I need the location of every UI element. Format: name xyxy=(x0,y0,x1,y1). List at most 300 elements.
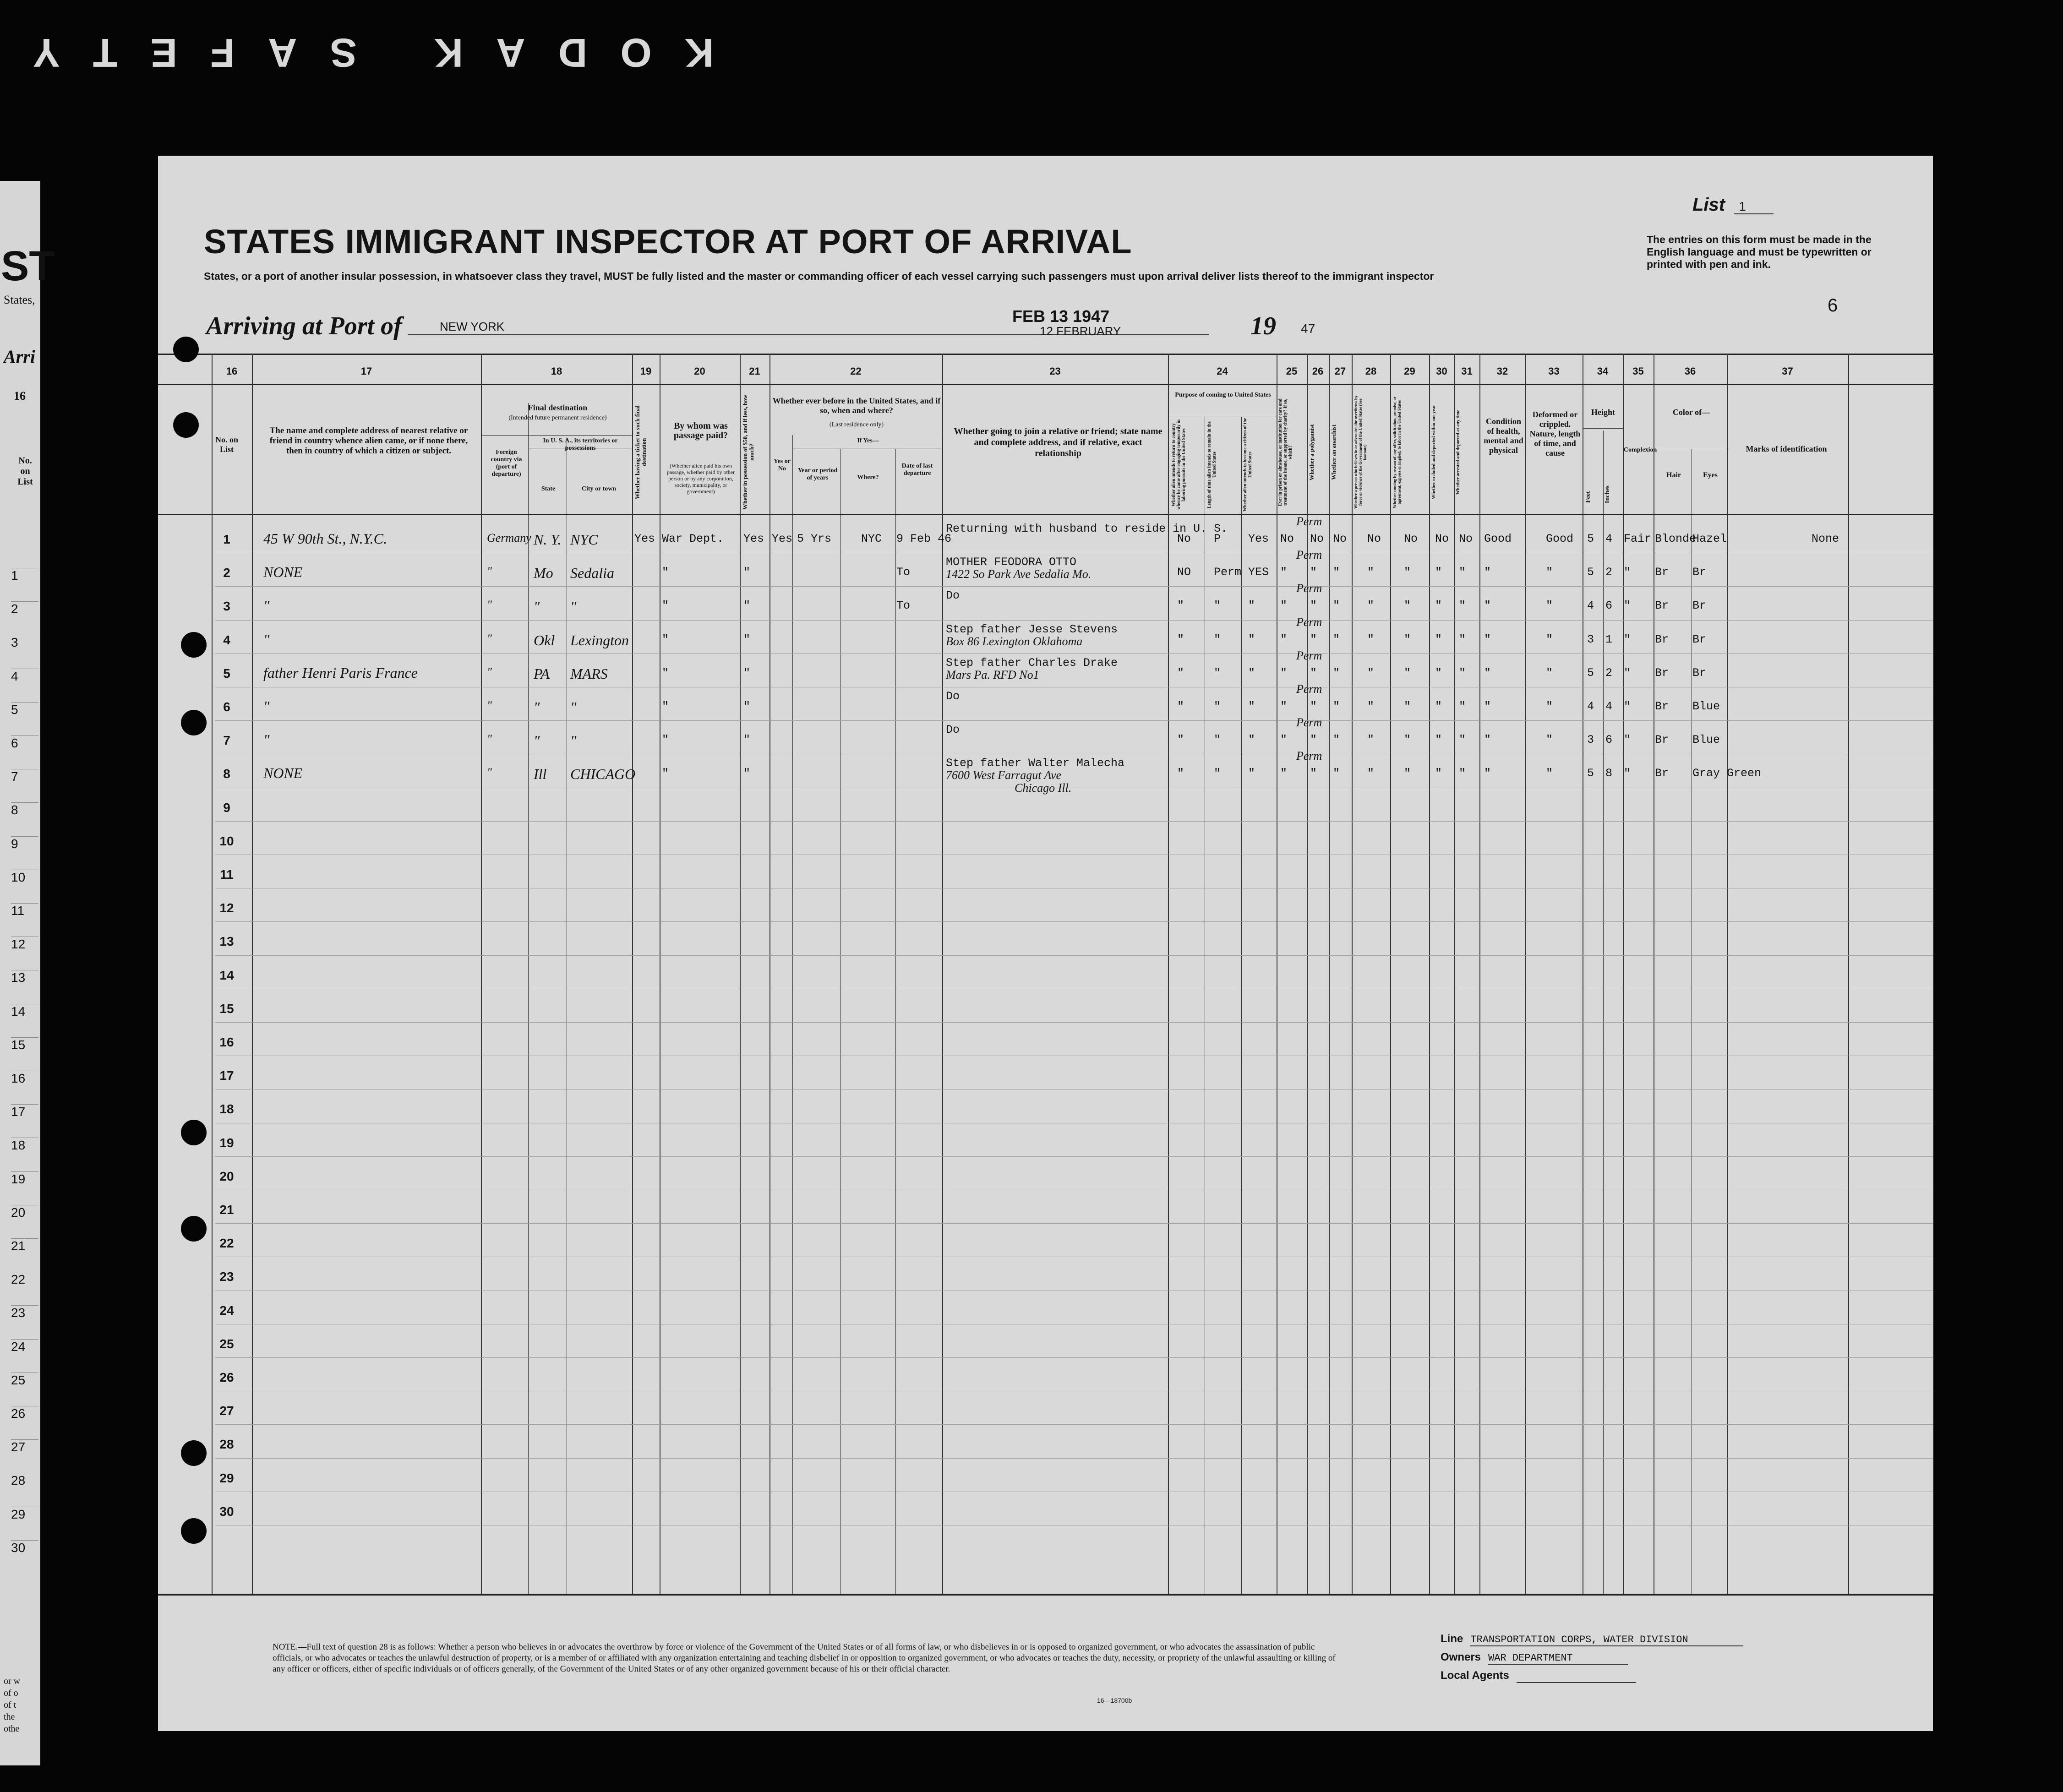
row-4-length: " xyxy=(1214,632,1221,646)
col36-eyes: Eyes xyxy=(1703,471,1718,479)
passenger-manifest-sheet xyxy=(158,156,1933,1731)
strip-row-number: 29 xyxy=(11,1507,38,1522)
row-2-c29: " xyxy=(1404,566,1411,579)
row-5-join2: Mars Pa. RFD No1 xyxy=(946,668,1039,681)
column-number: 30 xyxy=(1436,365,1447,377)
row-5-return: " xyxy=(1177,666,1184,680)
column-number: 36 xyxy=(1684,365,1696,377)
row-4-c31: " xyxy=(1459,632,1466,646)
row-2-perm: Perm xyxy=(1296,548,1322,562)
row-1-prison: No xyxy=(1280,532,1294,545)
row-1-money: Yes xyxy=(743,532,764,545)
row-8-n: 8 xyxy=(223,767,230,781)
row-1-anarch: No xyxy=(1333,532,1347,545)
row-1-c31: No xyxy=(1459,532,1473,545)
row-5-perm: Perm xyxy=(1296,648,1322,662)
punch-hole xyxy=(181,1120,207,1145)
strip-row-number: 5 xyxy=(11,702,38,717)
row-5-length: " xyxy=(1214,666,1221,680)
row-3-city: " xyxy=(570,598,577,615)
strip-row-number: 3 xyxy=(11,635,38,650)
column-number: 18 xyxy=(551,365,562,377)
list-label-text: List xyxy=(1692,195,1725,215)
row-number: 28 xyxy=(219,1437,234,1452)
row-5-c28: " xyxy=(1367,666,1375,680)
row-4-money: " xyxy=(743,632,751,646)
column-number: 19 xyxy=(640,365,652,377)
agents-label: Local Agents xyxy=(1441,1669,1509,1682)
port-of-arrival-line xyxy=(206,307,1443,340)
strip-col-number: 16 xyxy=(14,389,26,403)
row-4-return: " xyxy=(1177,632,1184,646)
row-3-hair: Br xyxy=(1655,599,1669,613)
strip-col-header: No. on List xyxy=(17,456,33,487)
row-7-paid: " xyxy=(662,733,669,747)
row-rule xyxy=(215,586,1933,587)
row-5-c29: " xyxy=(1404,666,1411,680)
row-6-prison: " xyxy=(1280,700,1288,713)
row-6-relative: " xyxy=(263,698,270,714)
row-1-years: 5 Yrs xyxy=(797,532,832,545)
row-6-state: " xyxy=(534,699,540,715)
row-number: 27 xyxy=(219,1404,234,1418)
row-8-return: " xyxy=(1177,767,1184,780)
row-5-join: Step father Charles Drake xyxy=(946,656,1118,670)
strip-footnote-line: the xyxy=(4,1712,15,1722)
row-3-health: " xyxy=(1484,599,1491,613)
row-8-anarch: " xyxy=(1333,767,1340,780)
strip-row-number: 7 xyxy=(11,769,38,784)
row-6-paid: " xyxy=(662,700,669,713)
row-1-paid: War Dept. xyxy=(662,532,724,545)
row-8-hair: Br xyxy=(1655,767,1669,780)
col22-where: Where? xyxy=(857,474,879,481)
row-5-feet: 5 xyxy=(1587,666,1594,680)
strip-row-number: 11 xyxy=(11,903,38,918)
column-number: 34 xyxy=(1597,365,1609,377)
row-3-c30: " xyxy=(1435,599,1442,613)
row-7-join: Do xyxy=(946,723,960,737)
row-3-anarch: " xyxy=(1333,599,1340,613)
row-6-citizen: " xyxy=(1248,700,1255,713)
col18-city: City or town xyxy=(581,485,617,492)
row-number: 16 xyxy=(219,1035,234,1049)
row-8-complexion: " xyxy=(1624,767,1631,780)
row-number: 23 xyxy=(219,1269,234,1284)
col22-yesno: Yes or No xyxy=(774,458,791,472)
row-4-prison: " xyxy=(1280,632,1288,646)
row-7-length: " xyxy=(1214,733,1221,747)
form-number: 16—18700b xyxy=(1097,1697,1132,1704)
row-rule xyxy=(215,1223,1933,1224)
row-3-return: " xyxy=(1177,599,1184,613)
strip-row-number: 16 xyxy=(11,1071,38,1086)
row-4-health: " xyxy=(1484,632,1491,646)
row-number: 19 xyxy=(219,1135,234,1150)
col22-subheader: (Last residence only) xyxy=(829,421,884,428)
row-number: 29 xyxy=(219,1471,234,1485)
column-number: 25 xyxy=(1286,365,1298,377)
row-6-join: Do xyxy=(946,690,960,703)
col36-hair: Hair xyxy=(1666,471,1681,479)
column-number: 32 xyxy=(1496,365,1508,377)
row-3-departure: To xyxy=(896,599,911,613)
row-3-citizen: " xyxy=(1248,599,1255,613)
strip-row-number: 10 xyxy=(11,870,38,885)
row-1-citizen: Yes xyxy=(1248,532,1269,545)
col20-header: By whom was passage paid? xyxy=(673,421,728,441)
row-1-length: P xyxy=(1214,532,1221,545)
row-3-c29: " xyxy=(1404,599,1411,613)
row-number: 9 xyxy=(223,800,230,815)
row-1-hair: Blonde xyxy=(1655,532,1697,545)
agents-field xyxy=(1441,1669,1636,1682)
strip-footnote-line: or w xyxy=(4,1676,21,1686)
col22-date: Date of last departure xyxy=(901,463,933,477)
row-6-anarch: " xyxy=(1333,700,1340,713)
row-1-c28: No xyxy=(1367,532,1381,545)
row-number: 15 xyxy=(219,1001,234,1016)
table-column-rule xyxy=(632,354,633,1594)
punch-hole xyxy=(173,337,199,362)
strip-row-number: 26 xyxy=(11,1406,38,1421)
row-1-feet: 5 xyxy=(1587,532,1594,545)
row-7-citizen: " xyxy=(1248,733,1255,747)
row-8-city: CHICAGO xyxy=(570,766,636,783)
row-4-via: " xyxy=(487,632,492,645)
row-8-deformed: " xyxy=(1546,767,1553,780)
row-6-c31: " xyxy=(1459,700,1466,713)
row-7-eyes: Blue xyxy=(1692,733,1720,747)
row-8-state: Ill xyxy=(534,766,547,783)
row-7-c28: " xyxy=(1367,733,1375,747)
row-7-via: " xyxy=(487,732,492,746)
row-2-departure: To xyxy=(896,566,911,579)
col23-header: Whether going to join a relative or friend; state name and complete address, and if relative, exact relationship xyxy=(954,426,1162,458)
row-2-c28: " xyxy=(1367,566,1375,579)
row-2-c30: " xyxy=(1435,566,1442,579)
table-column-rule xyxy=(1848,354,1849,1594)
row-7-deformed: " xyxy=(1546,733,1553,747)
column-number: 22 xyxy=(850,365,862,377)
row-7-c31: " xyxy=(1459,733,1466,747)
port-value: NEW YORK xyxy=(440,320,505,333)
row-7-return: " xyxy=(1177,733,1184,747)
row-4-join: Step father Jesse Stevens xyxy=(946,622,1118,636)
strip-row-number: 28 xyxy=(11,1473,38,1488)
row-8-perm: Perm xyxy=(1296,749,1322,763)
row-6-inches: 4 xyxy=(1605,700,1613,713)
row-8-eyes: Gray Green xyxy=(1692,767,1762,780)
row-4-state: Okl xyxy=(534,632,555,648)
row-number: 10 xyxy=(219,833,234,848)
row-8-c31: " xyxy=(1459,767,1466,780)
row-8-polyg: " xyxy=(1310,767,1317,780)
row-4-polyg: " xyxy=(1310,632,1317,646)
table-subcolumn-rule xyxy=(1241,417,1242,1594)
row-5-city: MARS xyxy=(570,665,608,682)
line-field xyxy=(1441,1633,1743,1645)
table-column-rule xyxy=(1479,354,1480,1594)
row-7-feet: 3 xyxy=(1587,733,1594,747)
row-2-return: NO xyxy=(1177,566,1191,579)
row-rule xyxy=(215,720,1933,721)
row-7-relative: " xyxy=(263,731,270,748)
row-1-marks: None xyxy=(1812,532,1839,545)
row-2-c31: " xyxy=(1459,566,1466,579)
row-1-c30: No xyxy=(1435,532,1449,545)
col27-header: Whether an anarchist xyxy=(1330,425,1337,480)
date-typed: 12 FEBRUARY xyxy=(1040,324,1121,338)
punch-hole xyxy=(173,412,199,438)
row-3-polyg: " xyxy=(1310,599,1317,613)
row-2-inches: 2 xyxy=(1605,566,1613,579)
list-number: 1 xyxy=(1734,199,1774,214)
row-rule xyxy=(215,1458,1933,1459)
col24-header: Purpose of coming to United States xyxy=(1175,392,1271,398)
column-number: 37 xyxy=(1782,365,1793,377)
row-6-perm: Perm xyxy=(1296,682,1322,696)
row-1-return: No xyxy=(1177,532,1191,545)
row-3-inches: 6 xyxy=(1605,599,1613,613)
line-label: Line xyxy=(1441,1633,1463,1645)
col18-header: Final destination xyxy=(528,403,588,412)
row-7-c30: " xyxy=(1435,733,1442,747)
column-number: 29 xyxy=(1404,365,1415,377)
row-4-c28: " xyxy=(1367,632,1375,646)
row-number: 26 xyxy=(219,1370,234,1384)
page-number: 6 xyxy=(1828,295,1838,316)
row-1-complexion: Fair xyxy=(1624,532,1652,545)
row-1-ticket: Yes xyxy=(634,532,655,545)
strip-footnote-line: of t xyxy=(4,1700,16,1710)
column-number: 16 xyxy=(226,365,238,377)
row-2-money: " xyxy=(743,566,751,579)
form-title: STATES IMMIGRANT INSPECTOR AT PORT OF ARRIVAL xyxy=(204,223,1132,261)
row-8-relative: NONE xyxy=(263,765,303,782)
row-2-via: " xyxy=(487,565,492,578)
list-label xyxy=(1692,195,1774,215)
row-number: 13 xyxy=(219,934,234,949)
strip-footnote-line: othe xyxy=(4,1724,20,1734)
row-rule xyxy=(215,821,1933,822)
row-2-complexion: " xyxy=(1624,566,1631,579)
table-subcolumn-rule xyxy=(895,449,896,1594)
adjacent-page-strip xyxy=(0,181,55,1765)
strip-row-number: 25 xyxy=(11,1373,38,1388)
row-5-complexion: " xyxy=(1624,666,1631,680)
strip-row-number: 2 xyxy=(11,601,38,616)
row-4-anarch: " xyxy=(1333,632,1340,646)
row-4-hair: Br xyxy=(1655,632,1669,646)
row-3-c31: " xyxy=(1459,599,1466,613)
row-3-eyes: Br xyxy=(1692,599,1707,613)
column-number: 27 xyxy=(1334,365,1346,377)
row-number: 21 xyxy=(219,1203,234,1217)
table-subcolumn-rule xyxy=(840,449,841,1594)
strip-row-number: 21 xyxy=(11,1238,38,1253)
strip-row-number: 15 xyxy=(11,1037,38,1052)
row-7-state: " xyxy=(534,732,540,749)
row-1-state: N. Y. xyxy=(534,531,562,548)
row-8-paid: " xyxy=(662,767,669,780)
row-4-c29: " xyxy=(1404,632,1411,646)
punch-hole xyxy=(181,632,207,658)
col17-header: The name and complete address of nearest relative or friend in country whence alien came, or if none there, then in country of which a citizen or subject. xyxy=(269,426,468,456)
strip-logo: ST xyxy=(1,243,55,289)
table-column-rule xyxy=(1352,354,1353,1594)
col22-years: Year or period of years xyxy=(797,467,838,481)
row-8-citizen: " xyxy=(1248,767,1255,780)
row-5-eyes: Br xyxy=(1692,666,1707,680)
row-4-complexion: " xyxy=(1624,632,1631,646)
col18-state: State xyxy=(541,485,556,492)
row-5-citizen: " xyxy=(1248,666,1255,680)
row-number: 17 xyxy=(219,1068,234,1083)
column-number: 17 xyxy=(360,365,372,377)
column-number: 31 xyxy=(1461,365,1473,377)
col18-foreign: Foreign country via (port of departure) xyxy=(491,449,522,478)
row-8-c28: " xyxy=(1367,767,1375,780)
col21-header: Whether in possession of $50, and if less, how much? xyxy=(742,394,755,510)
row-4-relative: " xyxy=(263,631,270,648)
column-number: 35 xyxy=(1632,365,1644,377)
row-rule xyxy=(215,1424,1933,1425)
row-2-state: Mo xyxy=(534,565,553,582)
strip-row-number: 12 xyxy=(11,937,38,952)
row-3-money: " xyxy=(743,599,751,613)
table-column-rule xyxy=(1429,354,1430,1594)
row-6-eyes: Blue xyxy=(1692,700,1720,713)
row-2-join: MOTHER FEODORA OTTO xyxy=(946,556,1077,569)
row-4-eyes: Br xyxy=(1692,632,1707,646)
col36-header: Color of— xyxy=(1672,408,1710,417)
row-5-deformed: " xyxy=(1546,666,1553,680)
strip-row-number: 19 xyxy=(11,1171,38,1187)
year-prefix: 19 xyxy=(1250,312,1276,340)
col26-header: Whether a polygamist xyxy=(1308,424,1315,480)
row-6-hair: Br xyxy=(1655,700,1669,713)
row-1-city: NYC xyxy=(570,531,598,548)
column-number: 21 xyxy=(749,365,760,377)
row-number: 14 xyxy=(219,968,234,982)
row-3-perm: Perm xyxy=(1296,582,1322,595)
row-number: 30 xyxy=(219,1504,234,1519)
row-4-feet: 3 xyxy=(1587,632,1594,646)
row-2-health: " xyxy=(1484,566,1491,579)
row-5-anarch: " xyxy=(1333,666,1340,680)
row-number: 12 xyxy=(219,901,234,915)
row-number: 24 xyxy=(219,1303,234,1318)
row-2-prison: " xyxy=(1280,566,1288,579)
row-1-polyg: No xyxy=(1310,532,1324,545)
row-8-feet: 5 xyxy=(1587,767,1594,780)
row-1-c29: No xyxy=(1404,532,1418,545)
date-stamp: FEB 13 1947 xyxy=(1012,307,1110,326)
row-1-join: Returning with husband to reside in U. S. xyxy=(946,522,1228,535)
row-1-n: 1 xyxy=(223,532,230,546)
row-7-complexion: " xyxy=(1624,733,1631,747)
row-2-relative: NONE xyxy=(263,564,303,581)
row-3-length: " xyxy=(1214,599,1221,613)
strip-row-number: 20 xyxy=(11,1205,38,1220)
row-1-where: NYC xyxy=(861,532,882,545)
col34-feet: Feet xyxy=(1585,491,1592,503)
row-2-feet: 5 xyxy=(1587,566,1594,579)
row-1-before: Yes xyxy=(772,532,793,545)
col34-inches: Inches xyxy=(1604,485,1611,504)
table-column-rule xyxy=(1390,354,1391,1594)
column-number: 26 xyxy=(1312,365,1324,377)
form-subtitle: States, or a port of another insular possession, in whatsoever class they travel, MUST be fully listed and the master or commanding officer of each vessel carrying such passengers must upon arrival deliver lists thereof to the immigrant inspector xyxy=(204,270,1434,282)
punch-hole xyxy=(181,1440,207,1466)
row-2-citizen: YES xyxy=(1248,566,1269,579)
header-subrule xyxy=(481,435,632,436)
col24c-header: Whether alien intends to become a citizen of the United States xyxy=(1243,418,1253,512)
row-5-prison: " xyxy=(1280,666,1288,680)
row-7-polyg: " xyxy=(1310,733,1317,747)
row-6-feet: 4 xyxy=(1587,700,1594,713)
col28-header: Whether a person who believes in or advocates the overthrow by force or violence of the Government of the United States (See footnote) xyxy=(1354,395,1367,509)
owners-value: WAR DEPARTMENT xyxy=(1488,1652,1628,1665)
row-3-complexion: " xyxy=(1624,599,1631,613)
column-number: 20 xyxy=(694,365,705,377)
strip-row-number: 22 xyxy=(11,1272,38,1287)
row-2-polyg: " xyxy=(1310,566,1317,579)
row-7-inches: 6 xyxy=(1605,733,1613,747)
row-number: 18 xyxy=(219,1102,234,1117)
row-8-join2: 7600 West Farragut Ave xyxy=(946,768,1062,782)
row-3-join: Do xyxy=(946,589,960,603)
punch-hole xyxy=(181,1216,207,1242)
col24b-header: Length of time alien intends to remain in the United States xyxy=(1207,421,1217,508)
row-5-health: " xyxy=(1484,666,1491,680)
row-rule xyxy=(215,620,1933,621)
row-4-inches: 1 xyxy=(1605,632,1613,646)
strip-row-number: 17 xyxy=(11,1104,38,1119)
strip-row-number: 24 xyxy=(11,1339,38,1354)
strip-row-number: 30 xyxy=(11,1540,38,1555)
year-suffix: 47 xyxy=(1301,321,1315,336)
film-edge-text: KODAK SAFETY xyxy=(0,30,714,76)
row-5-inches: 2 xyxy=(1605,666,1613,680)
row-7-prison: " xyxy=(1280,733,1288,747)
row-6-return: " xyxy=(1177,700,1184,713)
row-1-departure: 9 Feb 46 xyxy=(896,532,952,545)
row-1-eyes: Hazel xyxy=(1692,532,1727,545)
punch-hole xyxy=(181,1518,207,1544)
strip-row-number: 6 xyxy=(11,735,38,751)
row-6-complexion: " xyxy=(1624,700,1631,713)
table-column-rule xyxy=(1307,354,1308,1594)
strip-text-1: States, xyxy=(4,293,35,306)
row-4-c30: " xyxy=(1435,632,1442,646)
row-1-relative: 45 W 90th St., N.Y.C. xyxy=(263,530,387,547)
col30-header: Whether excluded and deported within one year xyxy=(1431,405,1436,500)
row-1-perm: Perm xyxy=(1296,515,1322,528)
row-3-deformed: " xyxy=(1546,599,1553,613)
table-subcolumn-rule xyxy=(1603,430,1604,1594)
column-number: 28 xyxy=(1365,365,1377,377)
row-rule xyxy=(215,955,1933,956)
row-8-c29: " xyxy=(1404,767,1411,780)
row-rule xyxy=(215,1156,1933,1157)
row-4-city: Lexington xyxy=(570,632,629,648)
row-7-money: " xyxy=(743,733,751,747)
row-6-health: " xyxy=(1484,700,1491,713)
line-value: TRANSPORTATION CORPS, WATER DIVISION xyxy=(1470,1634,1743,1646)
row-8-join3: Chicago Ill. xyxy=(1015,781,1072,795)
